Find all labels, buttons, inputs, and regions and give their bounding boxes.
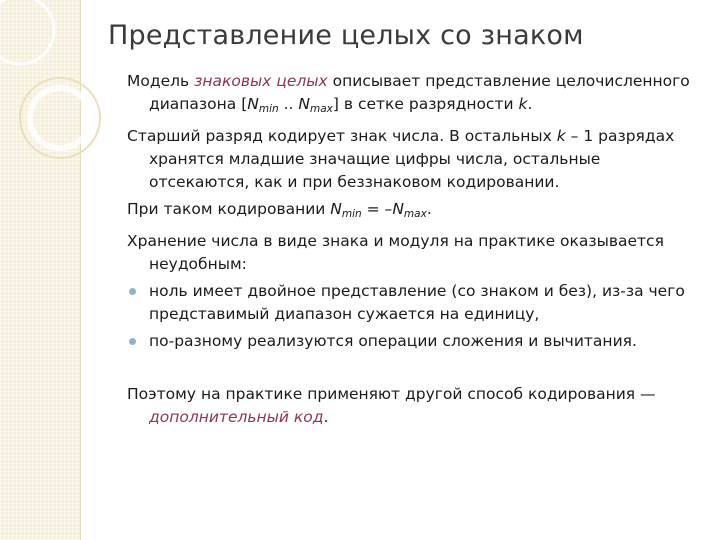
text: Модель xyxy=(127,72,195,90)
var-n: N xyxy=(247,95,259,113)
text: ] в сетке разрядности xyxy=(332,95,519,113)
paragraph-inconvenient: Хранение числа в виде знака и модуля на практике оказывается неудобным: xyxy=(127,232,664,273)
var-k: k xyxy=(518,95,528,113)
text: При таком кодировании xyxy=(127,200,331,218)
decorative-circles xyxy=(0,0,120,200)
var-n: N xyxy=(392,200,404,218)
list-item xyxy=(127,280,697,326)
text: . xyxy=(426,200,432,218)
subscript-max: max xyxy=(310,103,333,115)
bullet-text: по-разному реализуются операции сложения и вычитания. xyxy=(149,332,637,350)
highlighted-term: знаковых целых xyxy=(194,72,328,90)
subscript-max: max xyxy=(403,208,427,220)
slide-body xyxy=(127,70,697,433)
var-n: N xyxy=(298,95,311,113)
var-k: k xyxy=(556,127,566,145)
text: – 1 разрядах хранятся младшие значащие цифры числа, остальные отсекаются, как и при беззнаковом кодировании. xyxy=(149,127,675,191)
subscript-min: min xyxy=(341,208,362,220)
bullet-icon xyxy=(129,338,136,345)
text: = – xyxy=(361,200,393,218)
paragraph-conclusion xyxy=(127,383,697,429)
text: описывает представление целочисленного диапазона [ xyxy=(149,72,690,113)
text: . xyxy=(527,95,533,113)
bullet-icon xyxy=(129,288,136,295)
text: Поэтому на практике применяют другой способ кодирования — xyxy=(127,385,656,403)
text: Старший разряд кодирует знак числа. В остальных xyxy=(127,127,557,145)
slide-title: Представление целых со знаком xyxy=(108,20,584,51)
list-item xyxy=(127,330,697,353)
highlighted-term: дополнительный код xyxy=(149,408,324,426)
var-n: N xyxy=(330,200,342,218)
paragraph-sign-bit xyxy=(127,125,697,194)
subscript-min: min xyxy=(258,103,279,115)
paragraph-model xyxy=(127,70,697,121)
text: . xyxy=(323,408,329,426)
bullet-text: ноль имеет двойное представление (со знаком и без), из-за чего представимый диапазон сужается на единицу, xyxy=(149,282,685,323)
text: .. xyxy=(278,95,299,113)
paragraph-range xyxy=(127,198,697,226)
